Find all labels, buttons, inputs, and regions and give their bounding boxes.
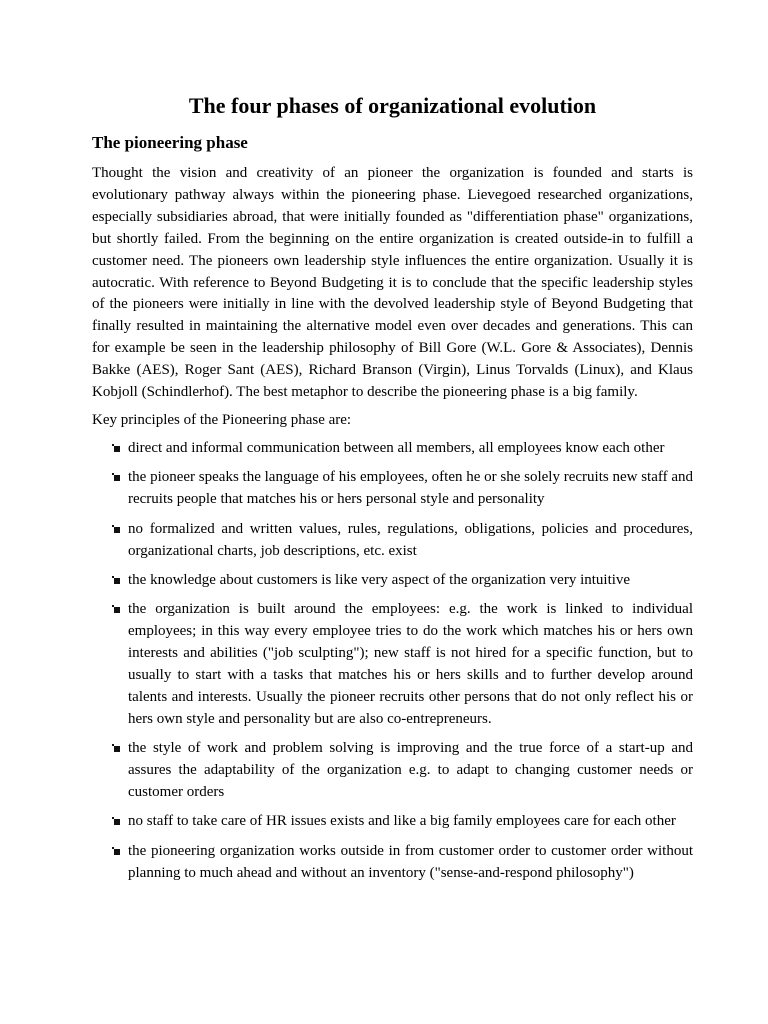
list-intro: Key principles of the Pioneering phase are: [92, 411, 352, 428]
list-item [92, 738, 693, 804]
square-bullet-icon [112, 473, 121, 482]
list-item-text: direct and informal communication between all members, all employees know each other [128, 439, 665, 456]
square-bullet-icon [112, 605, 121, 614]
list-item-text: the knowledge about customers is like very aspect of the organization very intuitive [128, 571, 631, 588]
intro-paragraph: Thought the vision and creativity of an pioneer the organization is founded and starts is evolutionary pathway always within the pioneering phase. Lievegoed researched organizations, especially subsidiaries abroad, that were initially founded as "differentiation phase" organizations, but shortly failed. From the beginning on the entire organization is created outside-in to fulfill a customer need. The pioneers own leadership style influences the entire organization. Usually it is autocratic. With reference to Beyond Budgeting it is to conclude that the specific leadership styles of the pioneers were initially in line with the devolved leadership style of Beyond Budgeting that finally resulted in maintaining the alternative model even over decades and generations. This can for example be seen in the leadership philosophy of Bill Gore (W.L. Gore & Associates), Dennis Bakke (AES), Roger Sant (AES), Richard Branson (Virgin), Linus Torvalds (Linux), and Klaus Kobjoll (Schindlerhof). The best metaphor to describe the pioneering phase is a big family. [92, 165, 693, 401]
list-item [92, 841, 693, 885]
document-title: The four phases of organizational evolution [188, 93, 597, 118]
principles-list [92, 438, 693, 885]
square-bullet-icon [112, 817, 121, 826]
list-item [92, 438, 693, 460]
list-item [92, 599, 693, 730]
list-item-text: the style of work and problem solving is improving and the true force of a start-up and assures the adaptability of the organization e.g. to adapt to changing customer needs or customer orders [128, 740, 693, 801]
square-bullet-icon [112, 444, 121, 453]
square-bullet-icon [112, 576, 121, 585]
list-item [92, 570, 693, 592]
list-item [92, 811, 693, 833]
document-page [92, 92, 693, 892]
list-item [92, 467, 693, 511]
square-bullet-icon [112, 847, 121, 856]
list-item-text: the pioneer speaks the language of his employees, often he or she solely recruits new staff and recruits people that matches his or hers personal style and personality [128, 469, 693, 508]
list-item-text: the organization is built around the employees: e.g. the work is linked to individual employees; in this way every employee tries to do the work which matches his or hers own interests and abilities ("job sculpting"); new staff is not hired for a specific function, but to usually to start with a tasks that matches his or hers skills and to further develop around talents and interests. Usually the pioneer recruits other persons that do not only reflect his or hers own style and personality but are also co-entrepreneurs. [128, 601, 693, 727]
square-bullet-icon [112, 525, 121, 534]
list-item-text: no staff to take care of HR issues exists and like a big family employees care for each other [128, 813, 676, 830]
section-heading: The pioneering phase [92, 133, 248, 152]
list-item [92, 519, 693, 563]
square-bullet-icon [112, 744, 121, 753]
list-item-text: no formalized and written values, rules, regulations, obligations, policies and procedures, organizational charts, job descriptions, etc. exist [128, 520, 693, 559]
list-item-text: the pioneering organization works outside in from customer order to customer order without planning to much ahead and without an inventory ("sense-and-respond philosophy") [128, 842, 693, 881]
